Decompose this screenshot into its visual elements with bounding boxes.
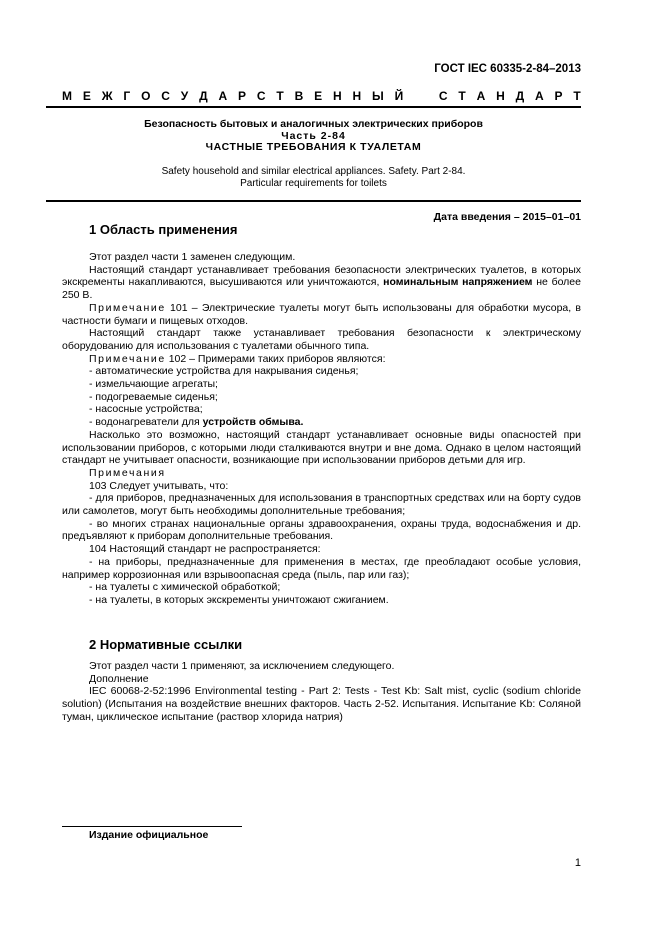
note-text: 102 – Примерами таких приборов являются:: [165, 352, 386, 365]
banner-letter: М: [62, 89, 72, 103]
banner-letter: Ж: [101, 89, 113, 103]
list-item: - насосные устройства;: [89, 403, 203, 416]
banner-letter: Е: [82, 89, 91, 103]
banner-letter: Н: [496, 89, 505, 103]
banner-letter: О: [141, 89, 151, 103]
banner-letter: Е: [314, 89, 323, 103]
bold-term: номинальным напряжением: [383, 276, 533, 289]
bold-term: устройств обмыва.: [202, 416, 304, 429]
banner-letter: Ы: [371, 89, 384, 103]
list-item: - измельчающие агрегаты;: [89, 378, 218, 391]
edition-label: Издание официальное: [89, 829, 209, 841]
english-title: [46, 166, 581, 190]
note-104-item: - на туалеты, в которых экскременты уничтожают сжиганием.: [89, 593, 389, 606]
text: - водонагреватели для: [89, 416, 203, 429]
section-1-body: [62, 251, 581, 607]
note-label: Примечание: [89, 301, 166, 314]
page-number: 1: [574, 857, 581, 869]
section-2-body: [62, 660, 581, 724]
banner-letter: С: [438, 89, 448, 103]
list-item: - подогреваемые сиденья;: [89, 390, 218, 403]
banner-letter: Р: [238, 89, 247, 103]
paragraph: Этот раздел части 1 заменен следующим.: [89, 251, 296, 263]
paragraph: Насколько это возможно, настоящий стандарт устанавливает основные виды опасностей при использовании приборов, с которыми люди сталкиваются внутри и вне дома. Однако в целом настоящий стандарт не учитывает опасности, возникающие при использовании приборов детьми для игр.: [62, 428, 581, 467]
note-text: 101 – Электрические туалеты могут быть использованы для обработки мусора, в частности бумаги и пищевых отходов.: [62, 301, 581, 327]
paragraph: IEC 60068-2-52:1996 Environmental testing - Part 2: Tests - Test Kb: Salt mist, cyclic (sodium chloride solution) (Испытания на воздействие внешних факторов. Часть 2-52. Испытания. Испытание Kb: Соляной туман, циклическое испытание (раствор хлорида натрия): [62, 685, 581, 723]
paragraph: [62, 264, 581, 302]
document-title-line1: Безопасность бытовых и аналогичных электрических приборов: [144, 118, 483, 130]
banner-letter: Д: [199, 89, 208, 103]
note-102: [62, 353, 581, 366]
banner-letter: А: [476, 89, 486, 103]
banner-letter: У: [180, 89, 189, 103]
list-item: - автоматические устройства для накрывания сиденья;: [89, 365, 359, 378]
notes-label: [62, 467, 581, 480]
banner-letter: Н: [352, 89, 362, 103]
note-104-item: - на приборы, предназначенные для применения в местах, где преобладают особые условия, например коррозионная или взрывоопасная среда (пыль, пар или газ);: [62, 555, 581, 581]
text: не более 250 В.: [62, 276, 581, 302]
title-divider: [46, 200, 581, 202]
section-2-heading: 2 Нормативные ссылки: [89, 637, 243, 652]
interstate-standard-banner: [62, 89, 581, 103]
banner-letter: Т: [458, 89, 466, 103]
banner-letter: Д: [515, 89, 525, 103]
paragraph: Этот раздел части 1 применяют, за исключением следующего.: [89, 660, 395, 672]
note-label: Примечание: [89, 352, 166, 365]
footer-divider: [62, 826, 242, 827]
note-103: 103 Следует учитывать, что:: [89, 479, 229, 492]
header-divider: [46, 106, 581, 108]
introduction-date: Дата введения – 2015–01–01: [433, 211, 581, 223]
paragraph: Дополнение: [89, 672, 149, 685]
standard-code: ГОСТ IEC 60335-2-84–2013: [434, 63, 581, 75]
english-title-line2: Particular requirements for toilets: [240, 178, 387, 189]
banner-letter: С: [161, 89, 170, 103]
english-title-line1: Safety household and similar electrical appliances. Safety. Part 2-84.: [161, 166, 466, 177]
list-item: [62, 416, 581, 429]
note-101: [62, 302, 581, 327]
banner-letter: Г: [123, 89, 131, 103]
note-103-item: - во многих странах национальные органы здравоохранения, охраны труда, водоснабжения и др. предъявляют к приборам дополнительные требования.: [62, 517, 581, 543]
banner-letter: Й: [394, 89, 404, 103]
document-title-line3: ЧАСТНЫЕ ТРЕБОВАНИЯ К ТУАЛЕТАМ: [205, 141, 422, 153]
section-1-heading: 1 Область применения: [89, 222, 238, 237]
text: Настоящий стандарт устанавливает требования безопасности электрических туалетов, в которых экскременты накапливаются, высушиваются или уничтожаются,: [62, 263, 581, 289]
note-104-item: - на туалеты с химической обработкой;: [89, 581, 281, 594]
banner-letter: Н: [332, 89, 342, 103]
banner-letter: Т: [573, 89, 581, 103]
banner-letter: А: [535, 89, 544, 103]
note-104: 104 Настоящий стандарт не распространяется:: [89, 543, 321, 556]
banner-letter: С: [256, 89, 266, 103]
banner-gap: [414, 89, 428, 103]
notes-label-text: Примечания: [89, 466, 166, 479]
banner-letter: Т: [276, 89, 284, 103]
banner-letter: Р: [554, 89, 563, 103]
paragraph: Настоящий стандарт также устанавливает требования безопасности к электрическому оборудованию для использования с туалетами обычного типа.: [62, 327, 581, 352]
banner-letter: В: [294, 89, 304, 103]
note-103-item: - для приборов, предназначенных для использования в транспортных средствах или на борту судов или самолетов, могут быть необходимы дополнительные требования;: [62, 492, 581, 518]
banner-letter: А: [218, 89, 228, 103]
document-part: Часть 2-84: [281, 130, 346, 142]
